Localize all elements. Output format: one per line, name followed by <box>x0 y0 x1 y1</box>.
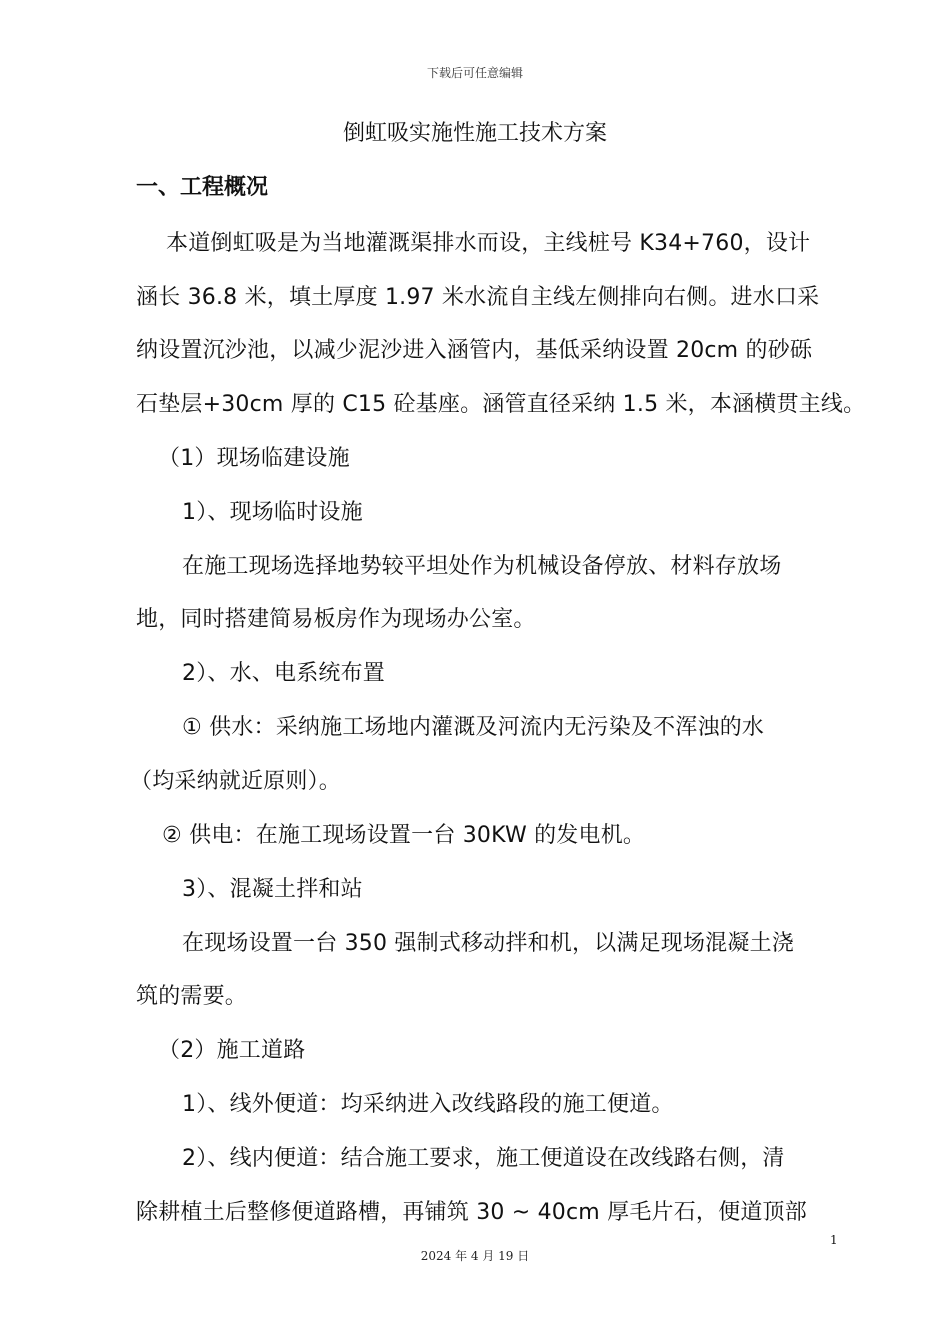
body-line: 除耕植土后整修便道路槽，再铺筑 30 ~ 40cm 厚毛片石，便道顶部 <box>136 1200 807 1225</box>
body-line: 地，同时搭建简易板房作为现场办公室。 <box>136 607 536 632</box>
body-line: 本道倒虹吸是为当地灌溉渠排水而设，主线桩号 K34+760，设计 <box>166 231 811 256</box>
body-line: 石垫层+30cm 厚的 C15 砼基座。涵管直径采纳 1.5 米，本涵横贯主线。 <box>136 392 866 417</box>
page-number: 1 <box>830 1233 838 1247</box>
subsection-heading: （2）施工道路 <box>158 1038 306 1063</box>
item-heading: 1）、现场临时设施 <box>182 500 363 525</box>
item-heading: 2）、水、电系统布置 <box>182 661 385 686</box>
document-title: 倒虹吸实施性施工技术方案 <box>342 121 607 146</box>
body-line: ② 供电：在施工现场设置一台 30KW 的发电机。 <box>162 823 646 848</box>
page-header: 下载后可任意编辑 <box>426 66 523 80</box>
body-line: 1）、线外便道：均采纳进入改线路段的施工便道。 <box>182 1092 674 1117</box>
body-line: 筑的需要。 <box>136 984 248 1009</box>
body-line: 涵长 36.8 米，填土厚度 1.97 米水流自主线左侧排向右侧。进水口采 <box>136 285 820 310</box>
page-footer-date: 2024 年 4 月 19 日 <box>420 1249 530 1263</box>
body-line: 在施工现场选择地势较平坦处作为机械设备停放、材料存放场 <box>182 554 782 579</box>
subsection-heading: （1）现场临建设施 <box>158 446 350 471</box>
body-line: ① 供水：采纳施工场地内灌溉及河流内无污染及不浑浊的水 <box>182 715 765 740</box>
section-heading: 一、工程概况 <box>136 175 269 200</box>
body-line: 在现场设置一台 350 强制式移动拌和机，以满足现场混凝土浇 <box>182 931 794 956</box>
body-line: 2）、线内便道：结合施工要求，施工便道设在改线路右侧，清 <box>182 1146 785 1171</box>
item-heading: 3）、混凝土拌和站 <box>182 877 363 902</box>
body-line: 纳设置沉沙池，以减少泥沙进入涵管内，基低采纳设置 20cm 的砂砾 <box>136 338 813 363</box>
body-line: （均采纳就近原则）。 <box>130 769 342 794</box>
